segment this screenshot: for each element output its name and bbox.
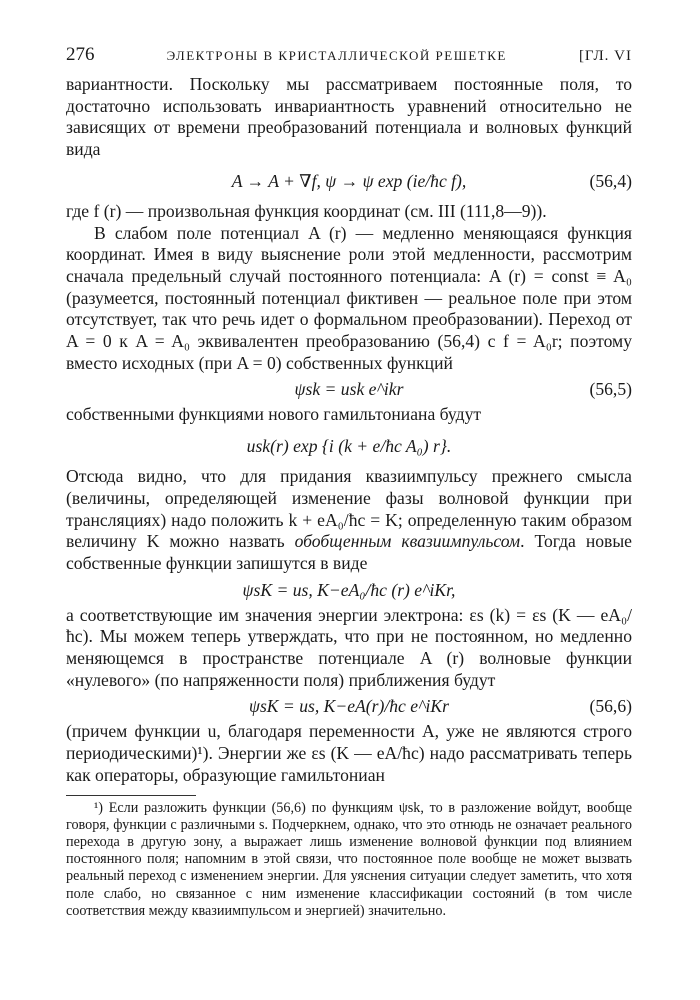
paragraph-2: где f (r) — произвольная функция координат (см. III (111,8—9)). xyxy=(66,200,547,221)
footnote-divider xyxy=(66,795,196,796)
equation-56-5-formula: ψsk = usk e^ikr xyxy=(294,379,404,400)
paragraph-1: вариантности. Поскольку мы рассматриваем постоянные поля, то достаточно использовать инвариантность уравнений относительно не зависящих от времени преобразований потенциала и волновых функций вида xyxy=(66,74,632,160)
equation-unnumbered-2 xyxy=(66,575,632,605)
paragraph-5-text-a: Отсюда видно, что для придания квазиимпульсу прежнего смысла (величины, определяющей изменение фазы волновой функции при трансляциях) надо положить k + eA₀/ħc = K; определенную таким образом величину K можно назвать xyxy=(66,466,632,552)
paragraph-5-text-b: . Тогда новые собственные функции запишутся в виде xyxy=(66,531,632,573)
paragraph-5 xyxy=(66,466,632,575)
equation-56-6-number: (56,6) xyxy=(589,696,632,717)
page xyxy=(66,44,632,920)
equation-56-5 xyxy=(66,374,632,404)
equation-unnumbered-2-formula: ψsK = us, K−eA₀/ħc (r) e^iKr, xyxy=(242,579,456,600)
equation-unnumbered-1-formula: usk(r) exp {i (k + e/ħc A₀) r}. xyxy=(246,436,452,457)
running-header xyxy=(66,44,632,70)
paragraph-5-emphasis: обобщенным квазиимпульсом xyxy=(294,531,521,552)
chapter-label: [ГЛ. VI xyxy=(578,48,632,64)
paragraph-6: а соответствующие им значения энергии электрона: εs (k) = εs (K — eA₀/ħc). Мы можем теперь утверждать, что при не постоянном, но медленно меняющемся в пространстве потенциале A (r) волновые функции «нулевого» (по напряженности поля) приближения будут xyxy=(66,604,632,690)
equation-56-6 xyxy=(66,691,632,721)
page-number: 276 xyxy=(66,44,95,65)
running-title: ЭЛЕКТРОНЫ В КРИСТАЛЛИЧЕСКОЙ РЕШЕТКЕ xyxy=(166,48,507,63)
equation-56-5-number: (56,5) xyxy=(589,379,632,400)
equation-56-6-formula: ψsK = us, K−eA(r)/ħc e^iKr xyxy=(249,696,449,717)
equation-56-4 xyxy=(66,161,632,201)
paragraph-3: В слабом поле потенциал A (r) — медленно меняющаяся функция координат. Имея в виду выяснение роли этой медленности, рассмотрим сначала предельный случай постоянного потенциала: A (r) = const ≡ A₀ (разумеется, постоянный потенциал фиктивен — реальное поле при этом отсутствует, так что речь идет о формальном преобразовании). Переход от A = 0 к A = A₀ эквивалентен преобразованию (56,4) с f = A₀r; поэтому вместо исходных (при A = 0) собственных функций xyxy=(66,222,632,373)
paragraph-4: собственными функциями нового гамильтониана будут xyxy=(66,404,482,425)
equation-56-4-number: (56,4) xyxy=(589,170,632,191)
equation-unnumbered-1 xyxy=(66,426,632,466)
paragraph-7: (причем функции u, благодаря переменности A, уже не являются строго периодическими)¹). Энергии же εs (K — eA/ħc) надо рассматривать теперь как операторы, образующие гамильтониан xyxy=(66,721,632,785)
body-text xyxy=(66,74,632,787)
footnote-text: ¹) Если разложить функции (56,6) по функциям ψsk, то в разложение войдут, вообще говоря, функции с различными s. Подчеркнем, однако, что это отнюдь не означает реального перехода в другую зону, а выражает лишь изменение волновой функции под влиянием постоянного поля; напомним в этой связи, что постоянное поле вообще не может вызвать реальный переход с изменением энергии. Для уяснения ситуации следует заметить, что хотя поле слабо, но связанное с ним изменение классификации состояний (в том числе соответствия между квазиимпульсом и энергией) значительно. xyxy=(66,799,632,919)
equation-56-4-formula: A → A + ∇f, ψ → ψ exp (ie/ħc f), xyxy=(231,170,467,191)
footnote xyxy=(66,800,632,920)
